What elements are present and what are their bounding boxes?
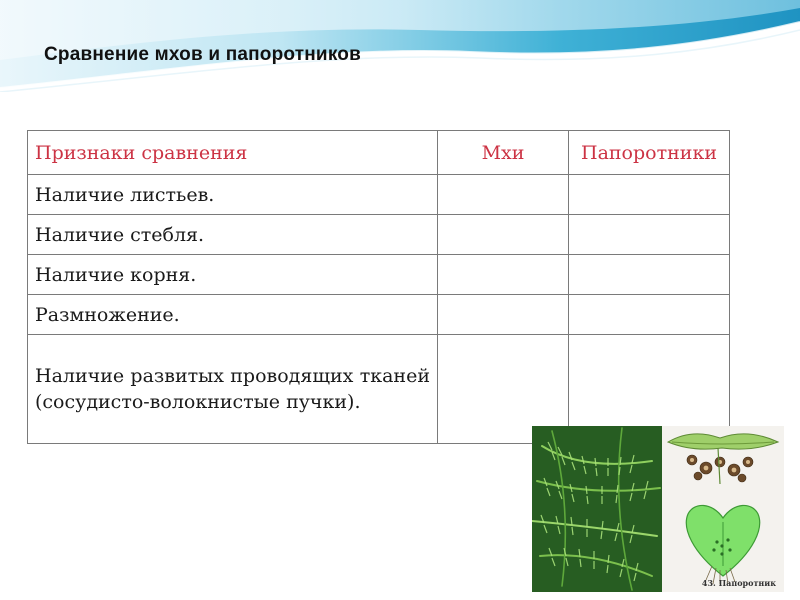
feature-cell: Размножение. <box>28 295 438 335</box>
feature-cell: Наличие листьев. <box>28 175 438 215</box>
fern-prothallus-illustration <box>662 426 784 592</box>
table-row <box>28 215 730 255</box>
feature-cell: Наличие стебля. <box>28 215 438 255</box>
fern-photo-icon <box>532 426 662 592</box>
feature-cell: Наличие развитых проводящих тканей (сосудисто-волокнистые пучки). <box>28 335 438 444</box>
mosses-cell <box>438 295 569 335</box>
comparison-table <box>27 130 730 444</box>
table-row <box>28 175 730 215</box>
header-ferns: Папоротники <box>569 131 730 175</box>
table-header-row <box>28 131 730 175</box>
ferns-cell <box>569 255 730 295</box>
table-row <box>28 295 730 335</box>
slide-title: Сравнение мхов и папоротников <box>44 44 361 65</box>
fern-photo <box>532 426 662 592</box>
header-features: Признаки сравнения <box>28 131 438 175</box>
ferns-cell <box>569 175 730 215</box>
mosses-cell <box>438 255 569 295</box>
mosses-cell <box>438 215 569 255</box>
header-mosses: Мхи <box>438 131 569 175</box>
feature-cell: Наличие корня. <box>28 255 438 295</box>
ferns-cell <box>569 295 730 335</box>
table-row <box>28 255 730 295</box>
fern-prothallus-illustration-icon <box>662 426 784 592</box>
ferns-cell <box>569 215 730 255</box>
mosses-cell <box>438 175 569 215</box>
illustration-caption: 43. Папоротник <box>701 578 776 588</box>
